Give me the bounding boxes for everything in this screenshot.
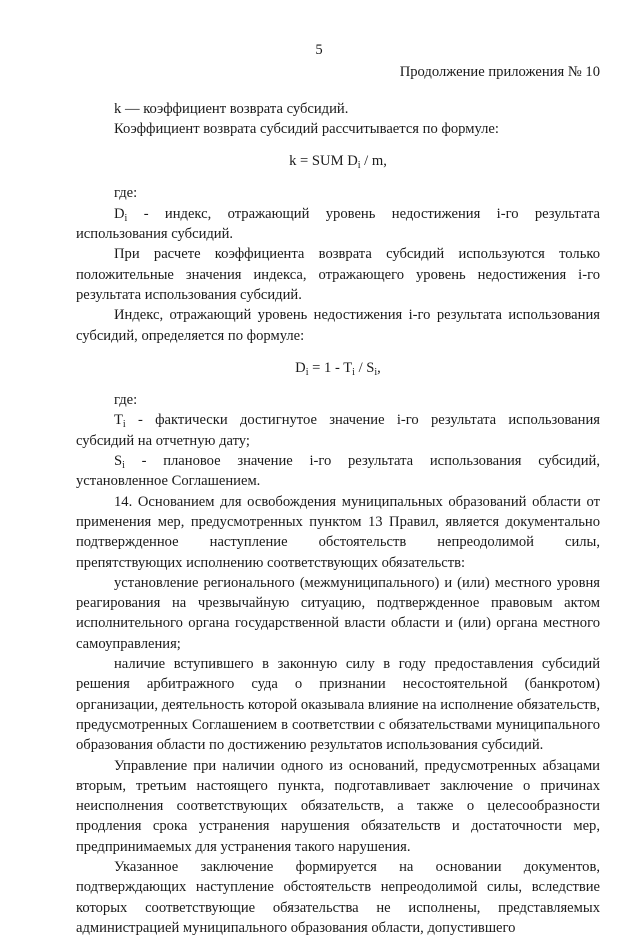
paragraph-arbitration: наличие вступившего в законную силу в году предоставления субсидий решения арбитражного суда о признании несостоятельной (банкротом) организации, деятельность которой оказывала влияние на исполнение обязательств, предусмотренных Соглашением в соответствии с обязательствами муниципального образования области по достижению результатов использования субсидий. <box>76 656 600 754</box>
definition-s-text: - плановое значение i-го результата использования субсидий, установленное Соглашением. <box>76 453 600 490</box>
paragraph-emergency: установление регионального (межмуниципального) и (или) местного уровня реагирования на чрезвычайную ситуацию, подтвержденное правовым актом исполнительного органа государственной власти области и (или) органа местного самоуправления; <box>76 574 600 652</box>
formula-d-mid1: = 1 - T <box>308 359 353 376</box>
paragraph-management-conclusion: Управление при наличии одного из оснований, предусмотренных абзацами вторым, третьим настоящего пункта, подготавливает заключение о причинах неисполнения соответствующих обязательств, а также о целесообразности продления срока устранения нарушения обязательств и достаточности мер, предпринимаемых для устранения такого нарушения. <box>76 757 600 855</box>
formula-d-a-sub: i <box>305 366 309 378</box>
paragraph-index-formula-intro: Индекс, отражающий уровень недостижения i-го результата использования субсидий, определяется по формуле: <box>76 307 600 344</box>
definition-t-symbol: T <box>114 412 123 429</box>
formula-k-pre: k = SUM D <box>289 153 358 170</box>
definition-d-sub: i <box>124 212 128 224</box>
definition-s-sub: i <box>122 460 125 472</box>
formula-k-sub: i <box>357 160 361 172</box>
paragraph-conclusion-basis: Указанное заключение формируется на основании документов, подтверждающих наступление обстоятельств непреодолимой силы, вследствие которых соответствующие обязательства не исполнены, представляемых администрацией муниципального образования области, допустившего <box>76 858 600 936</box>
formula-k-post: / m, <box>360 153 387 170</box>
formula-d-end: , <box>377 359 381 376</box>
definition-d-symbol: D <box>114 205 125 222</box>
definition-s-symbol: S <box>114 453 123 470</box>
formula-d <box>76 358 600 378</box>
definition-s <box>76 451 600 492</box>
formula-k <box>76 151 600 171</box>
paragraph-formula-intro: Коэффициент возврата субсидий рассчитывается по формуле: <box>114 120 499 137</box>
paragraph-k-definition: k — коэффициент возврата субсидий. <box>114 100 349 117</box>
definition-d <box>76 204 600 245</box>
where-label-2: где: <box>114 392 138 409</box>
formula-d-b-sub: i <box>352 366 355 378</box>
definition-d-text: - индекс, отражающий уровень недостижения i-го результата использования субсидий. <box>76 205 600 243</box>
formula-d-mid2: / S <box>354 359 375 376</box>
definition-t-text: - фактически достигнутое значение i-го результата использования субсидий на отчетную дату; <box>76 412 600 449</box>
definition-t-sub: i <box>122 419 126 431</box>
formula-d-a: D <box>295 359 306 376</box>
where-label-1: где: <box>114 185 138 202</box>
paragraph-14: 14. Основанием для освобождения муниципальных образований области от применения мер, предусмотренных пунктом 13 Правил, является документально подтвержденное наступление обстоятельств непреодолимой силы, препятствующих исполнению соответствующих обязательств: <box>76 493 600 571</box>
definition-t <box>76 410 600 451</box>
page-number: 5 <box>315 42 323 58</box>
appendix-label: Продолжение приложения № 10 <box>399 64 600 81</box>
formula-d-c-sub: i <box>374 366 378 378</box>
paragraph-positive-values: При расчете коэффициента возврата субсидий используются только положительные значения индекса, отражающего уровень недостижения i-го результата использования субсидий. <box>76 246 600 303</box>
